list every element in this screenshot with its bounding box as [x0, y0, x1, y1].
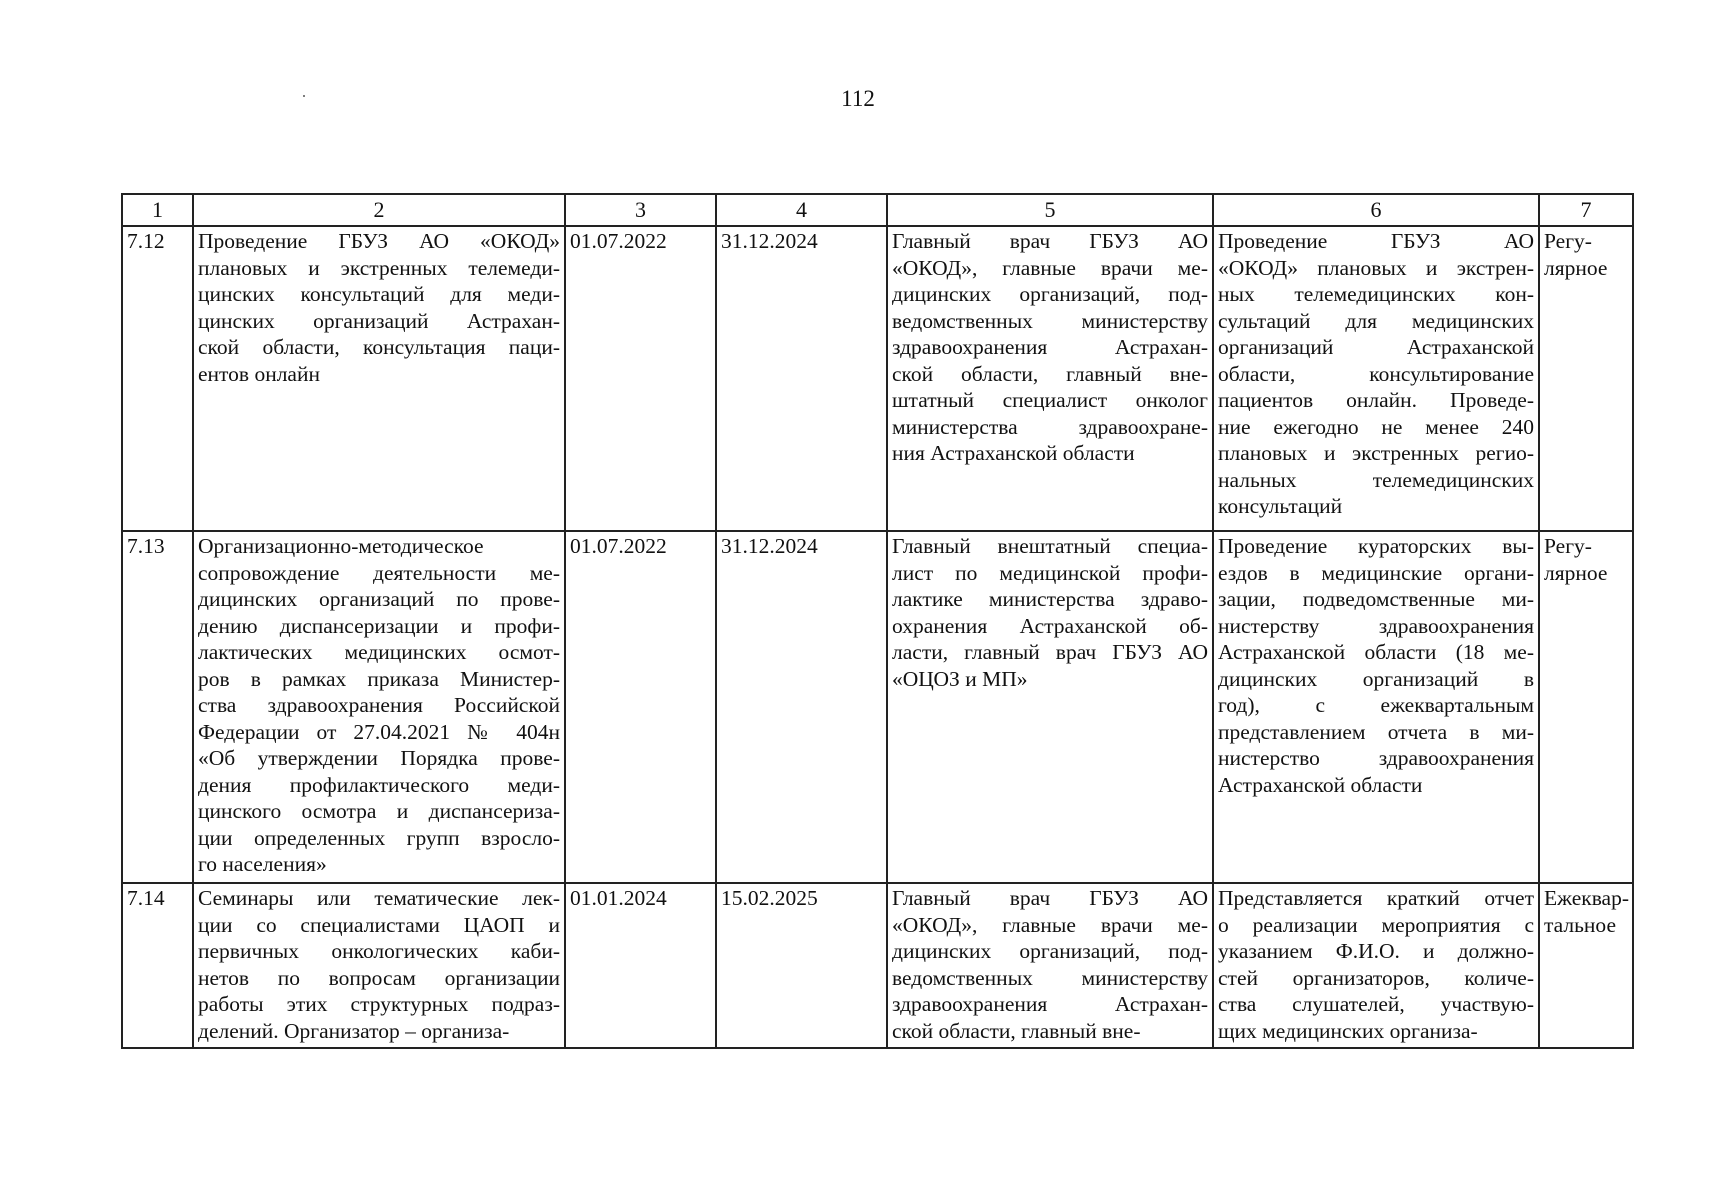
cell-line: цинских организаций Астрахан-	[198, 308, 560, 333]
cell-line: плановых и экстренных регио-	[1218, 441, 1534, 465]
cell-line: Ежеквар-	[1544, 886, 1630, 910]
cell-line: дицинских организаций, под-	[892, 282, 1208, 306]
cell-line: ние ежегодно не менее 240	[1218, 414, 1534, 439]
column-header: 2	[193, 194, 565, 226]
column-number-row	[122, 194, 1633, 226]
column-header: 3	[565, 194, 716, 226]
end-date: 15.02.2025	[716, 883, 887, 1048]
cell-line: нетов по вопросам организации	[198, 965, 560, 990]
cell-line: Проведение ГБУЗ АО	[1218, 229, 1534, 253]
cell-line: Федерации от 27.04.2021 № 404н	[198, 719, 560, 744]
cell-line: «ОЦОЗ и МП»	[892, 666, 1028, 691]
cell-line: сультаций для медицинских	[1218, 308, 1534, 333]
responsible-cell	[887, 226, 1213, 531]
cell-line: ров в рамках приказа Министер-	[198, 666, 560, 691]
table-row	[122, 226, 1633, 531]
item-number: 7.13	[122, 531, 193, 883]
table-row	[122, 531, 1633, 883]
cell-line: дицинских организаций по прове-	[198, 587, 560, 611]
cell-line: «ОКОД» плановых и экстрен-	[1218, 255, 1534, 280]
cell-line: зации, подведомственные ми-	[1218, 587, 1534, 611]
cell-line: штатный специалист онколог	[892, 388, 1208, 412]
cell-line: ской области, главный вне-	[892, 361, 1208, 386]
cell-line: го населения»	[198, 852, 327, 876]
cell-line: нистерству здравоохранения	[1218, 613, 1534, 638]
start-date: 01.07.2022	[565, 226, 716, 531]
cell-line: тальное	[1544, 912, 1616, 937]
cell-line: нальных телемедицинских	[1218, 467, 1534, 492]
periodicity-cell	[1539, 531, 1633, 883]
cell-line: ласти, главный врач ГБУЗ АО	[892, 640, 1208, 664]
cell-line: Регу-	[1544, 534, 1592, 558]
cell-line: Главный врач ГБУЗ АО	[892, 886, 1208, 910]
responsible-cell	[887, 531, 1213, 883]
activity-cell	[193, 531, 565, 883]
cell-line: лист по медицинской профи-	[892, 560, 1208, 585]
cell-line: указанием Ф.И.О. и должно-	[1218, 939, 1534, 963]
plan-table	[121, 193, 1634, 1049]
cell-line: «Об утверждении Порядка прове-	[198, 746, 560, 770]
cell-line: цинских консультаций для меди-	[198, 282, 560, 306]
cell-line: Астраханской области (18 ме-	[1218, 640, 1534, 664]
cell-line: области, консультирование	[1218, 361, 1534, 386]
cell-line: ных телемедицинских кон-	[1218, 282, 1534, 306]
page-number: 112	[841, 86, 875, 111]
table-row	[122, 883, 1633, 1048]
cell-line: плановых и экстренных телемеди-	[198, 255, 560, 280]
cell-line: представлением отчета в ми-	[1218, 719, 1534, 744]
cell-line: лактике министерства здраво-	[892, 587, 1208, 611]
cell-line: Организационно-методическое	[198, 534, 484, 558]
end-date: 31.12.2024	[716, 226, 887, 531]
cell-line: ведомственных министерству	[892, 965, 1208, 990]
cell-line: первичных онкологических каби-	[198, 939, 560, 963]
result-cell	[1213, 531, 1539, 883]
cell-line: ентов онлайн	[198, 361, 320, 386]
cell-line: Представляется краткий отчет	[1218, 886, 1534, 910]
cell-line: цинского осмотра и диспансериза-	[198, 799, 560, 823]
cell-line: здравоохранения Астрахан-	[892, 335, 1208, 359]
column-header: 6	[1213, 194, 1539, 226]
cell-line: Проведение кураторских вы-	[1218, 534, 1534, 558]
cell-line: ской области, консультация паци-	[198, 335, 560, 359]
cell-line: лактических медицинских осмот-	[198, 640, 560, 664]
cell-line: щих медицинских организа-	[1218, 1018, 1478, 1043]
cell-line: Семинары или тематические лек-	[198, 886, 560, 910]
cell-line: Астраханской области	[1218, 772, 1423, 797]
activity-cell	[193, 883, 565, 1048]
cell-line: ездов в медицинские органи-	[1218, 560, 1534, 585]
cell-line: Регу-	[1544, 229, 1592, 253]
cell-line: «ОКОД», главные врачи ме-	[892, 912, 1208, 937]
cell-line: дения профилактического меди-	[198, 772, 560, 797]
column-header: 1	[122, 194, 193, 226]
cell-line: сопровождение деятельности ме-	[198, 560, 560, 585]
cell-line: делений. Организатор – организа-	[198, 1018, 510, 1043]
result-cell	[1213, 226, 1539, 531]
periodicity-cell	[1539, 883, 1633, 1048]
cell-line: стей организаторов, количе-	[1218, 965, 1534, 990]
item-number: 7.12	[122, 226, 193, 531]
cell-line: «ОКОД», главные врачи ме-	[892, 255, 1208, 280]
start-date: 01.07.2022	[565, 531, 716, 883]
cell-line: Главный врач ГБУЗ АО	[892, 229, 1208, 253]
cell-line: нистерство здравоохранения	[1218, 746, 1534, 770]
cell-line: лярное	[1544, 255, 1608, 280]
cell-line: организаций Астраханской	[1218, 335, 1534, 359]
cell-line: ции определенных групп взросло-	[198, 825, 560, 850]
cell-line: консультаций	[1218, 494, 1343, 518]
activity-cell	[193, 226, 565, 531]
cell-line: охранения Астраханской об-	[892, 613, 1208, 638]
cell-line: работы этих структурных подраз-	[198, 992, 560, 1016]
end-date: 31.12.2024	[716, 531, 887, 883]
item-number: 7.14	[122, 883, 193, 1048]
periodicity-cell	[1539, 226, 1633, 531]
cell-line: о реализации мероприятия с	[1218, 912, 1534, 937]
column-header: 7	[1539, 194, 1633, 226]
cell-line: ской области, главный вне-	[892, 1018, 1141, 1043]
cell-line: министерства здравоохране-	[892, 414, 1208, 439]
result-cell	[1213, 883, 1539, 1048]
cell-line: лярное	[1544, 560, 1608, 585]
cell-line: дению диспансеризации и профи-	[198, 613, 560, 638]
cell-line: Главный внештатный специа-	[892, 534, 1208, 558]
cell-line: ции со специалистами ЦАОП и	[198, 912, 560, 937]
cell-line: год), с ежеквартальным	[1218, 693, 1534, 717]
column-header: 4	[716, 194, 887, 226]
cell-line: ведомственных министерству	[892, 308, 1208, 333]
cell-line: дицинских организаций в	[1218, 666, 1534, 691]
cell-line: пациентов онлайн. Проведе-	[1218, 388, 1534, 412]
start-date: 01.01.2024	[565, 883, 716, 1048]
cell-line: ства здравоохранения Российской	[198, 693, 560, 717]
cell-line: ства слушателей, участвую-	[1218, 992, 1534, 1016]
cell-line: дицинских организаций, под-	[892, 939, 1208, 963]
responsible-cell	[887, 883, 1213, 1048]
cell-line: Проведение ГБУЗ АО «ОКОД»	[198, 229, 560, 253]
cell-line: ния Астраханской области	[892, 441, 1135, 465]
column-header: 5	[887, 194, 1213, 226]
cell-line: здравоохранения Астрахан-	[892, 992, 1208, 1016]
